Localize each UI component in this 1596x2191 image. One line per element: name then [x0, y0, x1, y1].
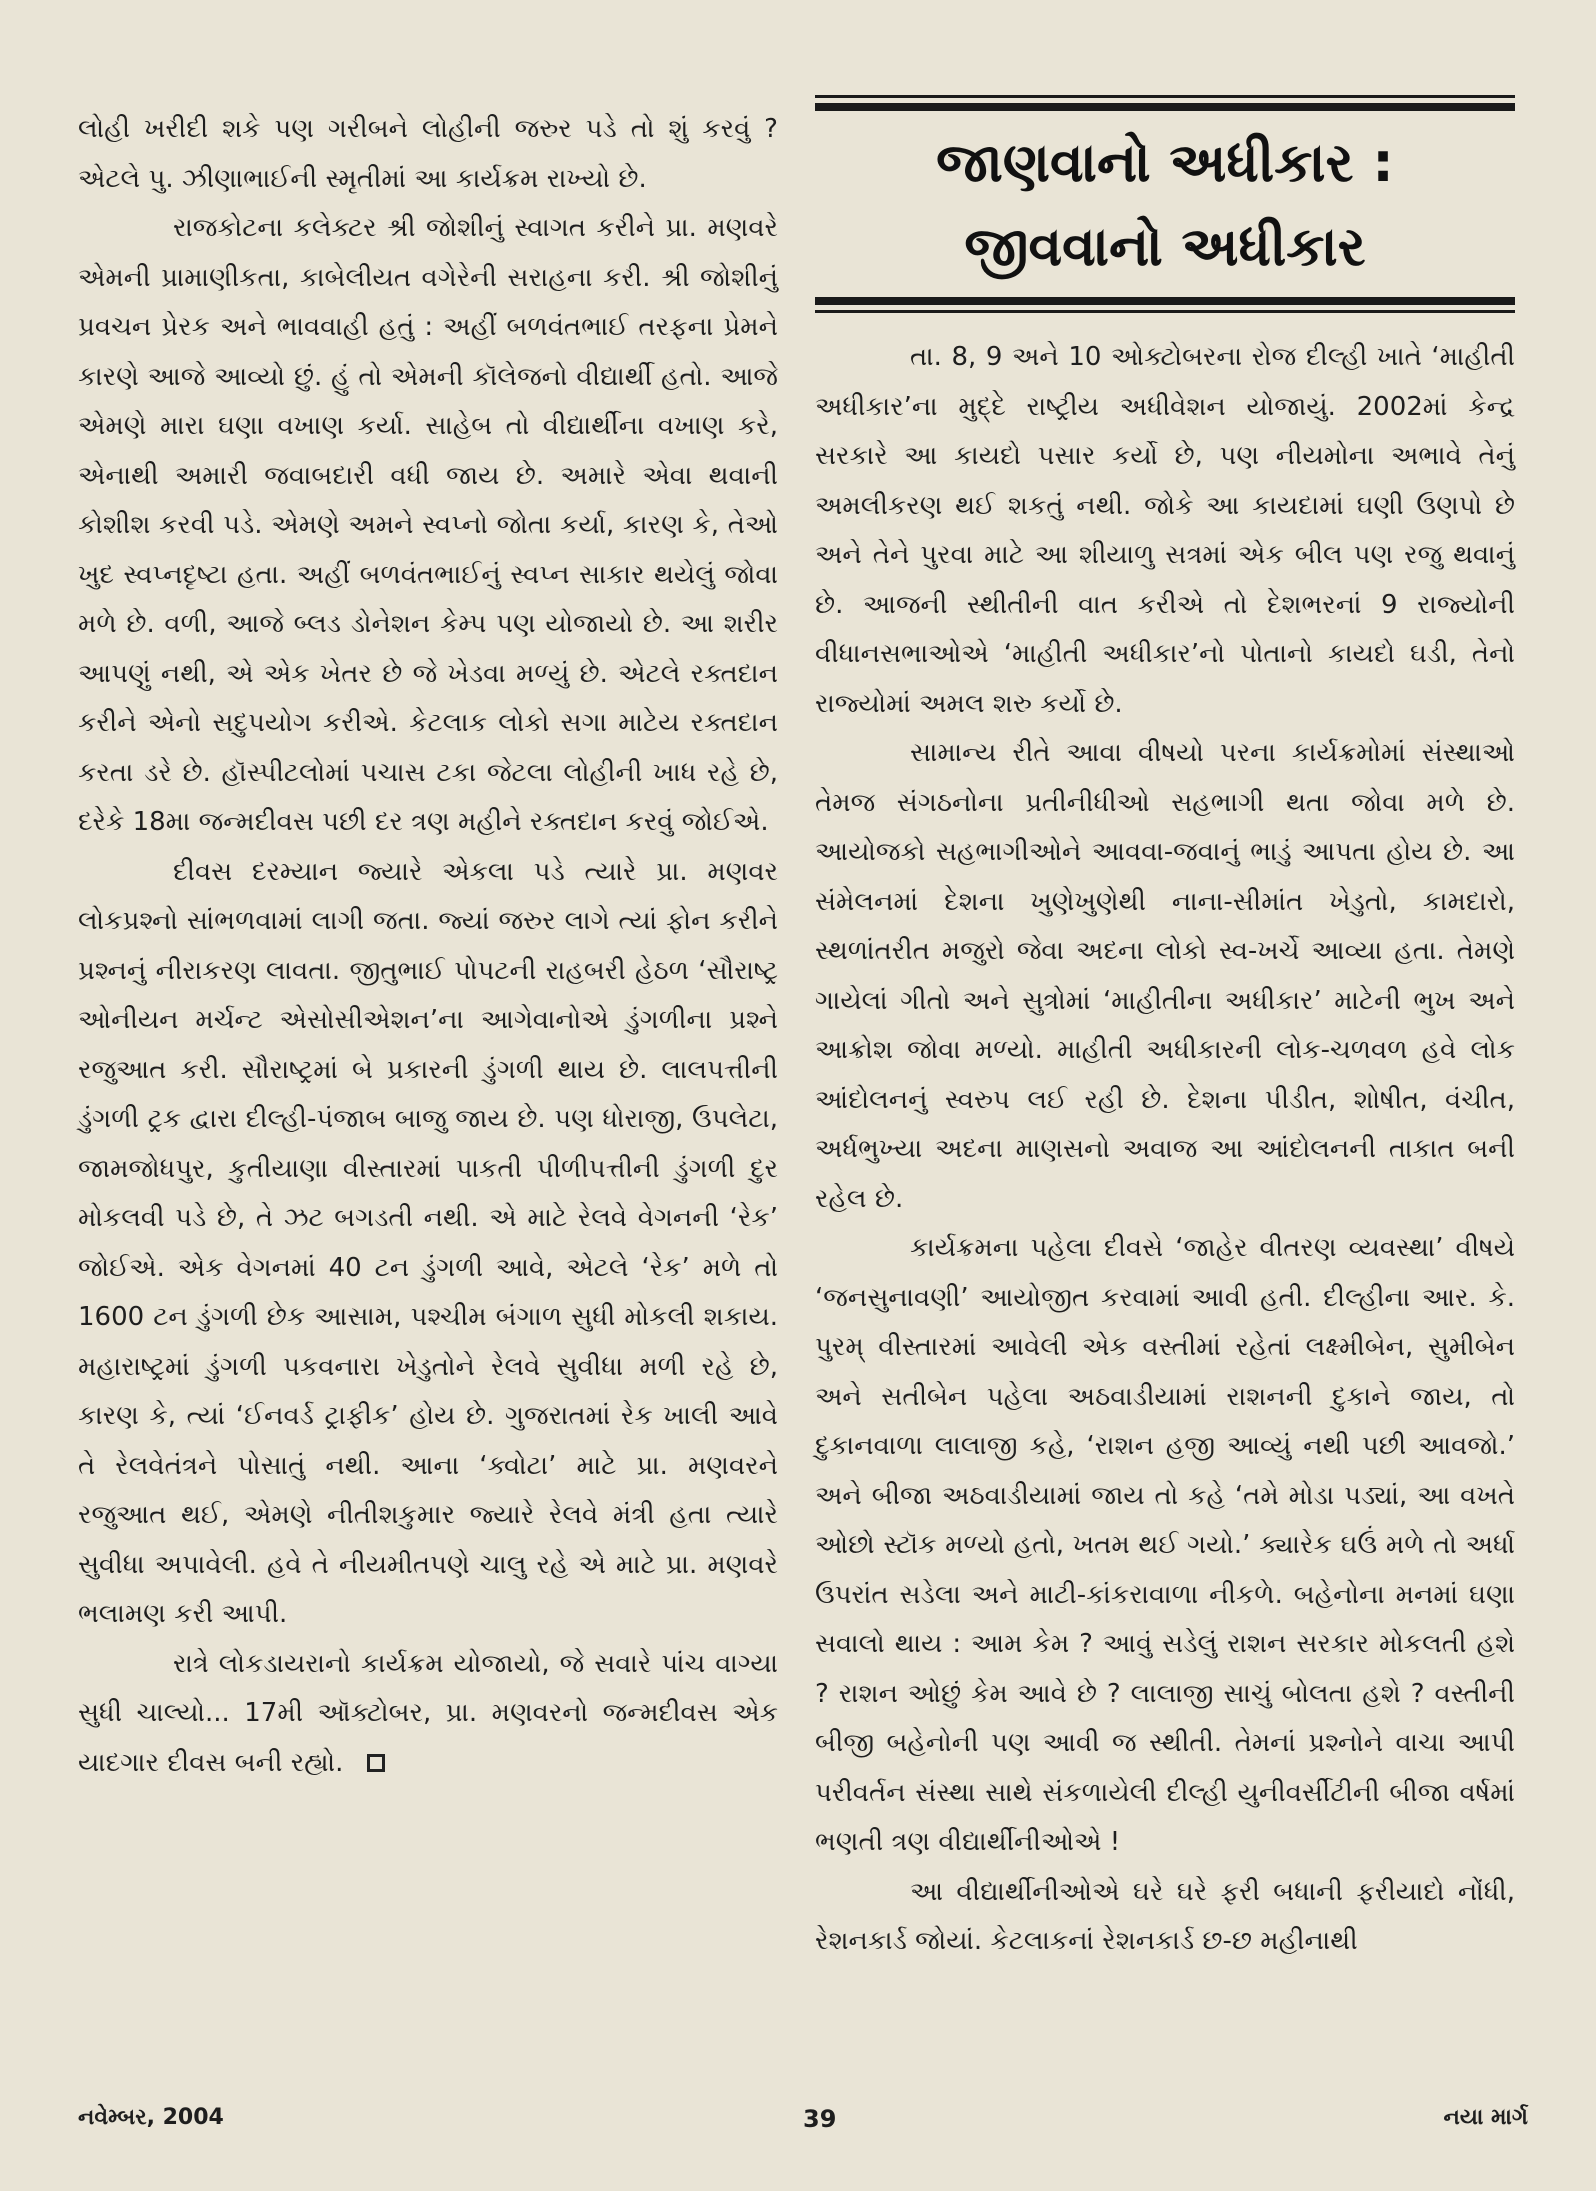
article-title-line-2: જીવવાનો અધીકાર	[964, 215, 1366, 278]
title-rule-top-thin	[815, 95, 1515, 98]
left-column	[78, 105, 778, 1788]
end-of-article-mark	[367, 1754, 385, 1772]
right-column	[815, 95, 1515, 1967]
left-paragraph-4-text: રાત્રે લોકડાયરાનો કાર્યક્રમ યોજાયો, જે સવારે પાંચ વાગ્યા સુધી ચાલ્યો... 17મી ઑક્ટોબર, પ્રા. મણવરનો જન્મદીવસ એક યાદગાર દીવસ બની રહ્યો.	[78, 1648, 778, 1778]
footer-date: નવેમ્બર, 2004	[78, 2105, 224, 2130]
title-rule-top-thick	[815, 103, 1515, 111]
title-rule-bottom-thick	[815, 297, 1515, 305]
article-paragraph-2: સામાન્ય રીતે આવા વીષયો પરના કાર્યક્રમોમાં સંસ્થાઓ તેમજ સંગઠનોના પ્રતીનીધીઓ સહભાગી થતા જોવા મળે છે. આયોજકો સહભાગીઓને આવવા-જવાનું ભાડું આપતા હોય છે. આ સંમેલનમાં દેશના ખુણેખુણેથી નાના-સીમાંત ખેડુતો, કામદારો, સ્થળાંતરીત મજુરો જેવા અદના લોકો સ્વ-ખર્ચે આવ્યા હતા. તેમણે ગાયેલાં ગીતો અને સુત્રોમાં ‘માહીતીના અધીકાર’ માટેની ભુખ અને આક્રોશ જોવા મળ્યો. માહીતી અધીકારની લોક-ચળવળ હવે લોક આંદોલનનું સ્વરુપ લઈ રહી છે. દેશના પીડીત, શોષીત, વંચીત, અર્ધભુખ્યા અદના માણસનો અવાજ આ આંદોલનની તાકાત બની રહેલ છે.	[815, 738, 1515, 1214]
left-paragraph-4	[78, 1640, 778, 1789]
article-title-block	[815, 95, 1515, 313]
left-paragraph-3: દીવસ દરમ્યાન જ્યારે એકલા પડે ત્યારે પ્રા. મણવર લોકપ્રશ્નો સાંભળવામાં લાગી જતા. જ્યાં જરુર લાગે ત્યાં ફોન કરીને પ્રશ્નનું નીરાકરણ લાવતા. જીતુભાઈ પોપટની રાહબરી હેઠળ ‘સૌરાષ્ટ્ર ઓનીયન મર્ચન્ટ એસોસીએશન’ના આગેવાનોએ ડુંગળીના પ્રશ્ને રજુઆત કરી. સૌરાષ્ટ્રમાં બે પ્રકારની ડુંગળી થાય છે. લાલપત્તીની ડુંગળી ટ્રક દ્વારા દીલ્હી-પંજાબ બાજુ જાય છે. પણ ધોરાજી, ઉપલેટા, જામજોધપુર, કુતીયાણા વીસ્તારમાં પાકતી પીળીપત્તીની ડુંગળી દુર મોકલવી પડે છે, તે ઝટ બગડતી નથી. એ માટે રેલવે વેગનની ‘રેક’ જોઈએ. એક વેગનમાં 40 ટન ડુંગળી આવે, એટલે ‘રેક’ મળે તો 1600 ટન ડુંગળી છેક આસામ, પશ્ચીમ બંગાળ સુધી મોકલી શકાય. મહારાષ્ટ્રમાં ડુંગળી પકવનારા ખેડુતોને રેલવે સુવીધા મળી રહે છે, કારણ કે, ત્યાં ‘ઈનવર્ડ ટ્રાફીક’ હોય છે. ગુજરાતમાં રેક ખાલી આવે તે રેલવેતંત્રને પોસાતું નથી. આના ‘ક્વોટા’ માટે પ્રા. મણવરને રજુઆત થઈ, એમણે નીતીશકુમાર જ્યારે રેલવે મંત્રી હતા ત્યારે સુવીધા અપાવેલી. હવે તે નીયમીતપણે ચાલુ રહે એ માટે પ્રા. મણવરે ભલામણ કરી આપી.	[78, 856, 778, 1629]
left-paragraph-2: રાજકોટના કલેક્ટર શ્રી જોશીનું સ્વાગત કરીને પ્રા. મણવરે એમની પ્રામાણીકતા, કાબેલીયત વગેરેની સરાહના કરી. શ્રી જોશીનું પ્રવચન પ્રેરક અને ભાવવાહી હતું : અહીં બળવંતભાઈ તરફના પ્રેમને કારણે આજે આવ્યો છું. હું તો એમની કૉલેજનો વીદ્યાર્થી હતો. આજે એમણે મારા ઘણા વખાણ કર્યા. સાહેબ તો વીદ્યાર્થીના વખાણ કરે, એનાથી અમારી જવાબદારી વધી જાય છે. અમારે એવા થવાની કોશીશ કરવી પડે. એમણે અમને સ્વપ્નો જોતા કર્યા, કારણ કે, તેઓ ખુદ સ્વપ્નદૃષ્ટા હતા. અહીં બળવંતભાઈનું સ્વપ્ન સાકાર થયેલું જોવા મળે છે. વળી, આજે બ્લડ ડોનેશન કેમ્પ પણ યોજાયો છે. આ શરીર આપણું નથી, એ એક ખેતર છે જે ખેડવા મળ્યું છે. એટલે રક્તદાન કરીને એનો સદુપયોગ કરીએ. કેટલાક લોકો સગા માટેય રક્તદાન કરતા ડરે છે. હૉસ્પીટલોમાં પચાસ ટકા જેટલા લોહીની ખાધ રહે છે, દરેકે 18મા જન્મદીવસ પછી દર ત્રણ મહીને રક્તદાન કરવું જોઈએ.	[78, 213, 778, 837]
page-footer	[78, 2105, 1528, 2145]
article-paragraph-1: તા. 8, 9 અને 10 ઓક્ટોબરના રોજ દીલ્હી ખાતે ‘માહીતી અધીકાર’ના મુદ્દે રાષ્ટ્રીય અધીવેશન યોજાયું. 2002માં કેન્દ્ર સરકારે આ કાયદો પસાર કર્યો છે, પણ નીયમોના અભાવે તેનું અમલીકરણ થઈ શકતું નથી. જોકે આ કાયદામાં ઘણી ઉણપો છે અને તેને પુરવા માટે આ શીયાળુ સત્રમાં એક બીલ પણ રજુ થવાનું છે. આજની સ્થીતીની વાત કરીએ તો દેશભરનાં 9 રાજ્યોની વીધાનસભાઓએ ‘માહીતી અધીકાર’નો પોતાનો કાયદો ઘડી, તેનો રાજ્યોમાં અમલ શરુ કર્યો છે.	[815, 342, 1515, 719]
article-paragraph-4: આ વીદ્યાર્થીનીઓએ ઘરે ઘરે ફરી બધાની ફરીયાદો નોંધી, રેશનકાર્ડ જોયાં. કેટલાકનાં રેશનકાર્ડ છ-છ મહીનાથી	[815, 1876, 1515, 1956]
article-title-line-1: જાણવાનો અધીકાર :	[936, 131, 1394, 194]
title-rule-bottom-thin	[815, 310, 1515, 313]
article-paragraph-3: કાર્યક્રમના પહેલા દીવસે ‘જાહેર વીતરણ વ્યવસ્થા’ વીષયે ‘જનસુનાવણી’ આયોજીત કરવામાં આવી હતી. દીલ્હીના આર. કે. પુરમ્ વીસ્તારમાં આવેલી એક વસ્તીમાં રહેતાં લક્ષ્મીબેન, સુમીબેન અને સતીબેન પહેલા અઠવાડીયામાં રાશનની દુકાને જાય, તો દુકાનવાળા લાલાજી કહે, ‘રાશન હજી આવ્યું નથી પછી આવજો.’ અને બીજા અઠવાડીયામાં જાય તો કહે ‘તમે મોડા પડ્યાં, આ વખતે ઓછો સ્ટૉક મળ્યો હતો, ખતમ થઈ ગયો.’ ક્યારેક ઘઉં મળે તો અર્ધા ઉપરાંત સડેલા અને માટી-કાંકરાવાળા નીકળે. બહેનોના મનમાં ઘણા સવાલો થાય : આમ કેમ ? આવું સડેલું રાશન સરકાર મોકલતી હશે ? રાશન ઓછું કેમ આવે છે ? લાલાજી સાચું બોલતા હશે ? વસ્તીની બીજી બહેનોની પણ આવી જ સ્થીતી. તેમનાં પ્રશ્નોને વાચા આપી પરીવર્તન સંસ્થા સાથે સંકળાયેલી દીલ્હી યુનીવર્સીટીની બીજા વર્ષમાં ભણતી ત્રણ વીદ્યાર્થીનીઓએ !	[815, 1233, 1515, 1857]
left-paragraph-1: લોહી ખરીદી શકે પણ ગરીબને લોહીની જરુર પડે તો શું કરવું ? એટલે પુ. ઝીણાભાઈની સ્મૃતીમાં આ કાર્યક્રમ રાખ્યો છે.	[78, 114, 778, 194]
page-number: 39	[803, 2105, 837, 2133]
publication-name: નયા માર્ગ	[1443, 2105, 1528, 2130]
